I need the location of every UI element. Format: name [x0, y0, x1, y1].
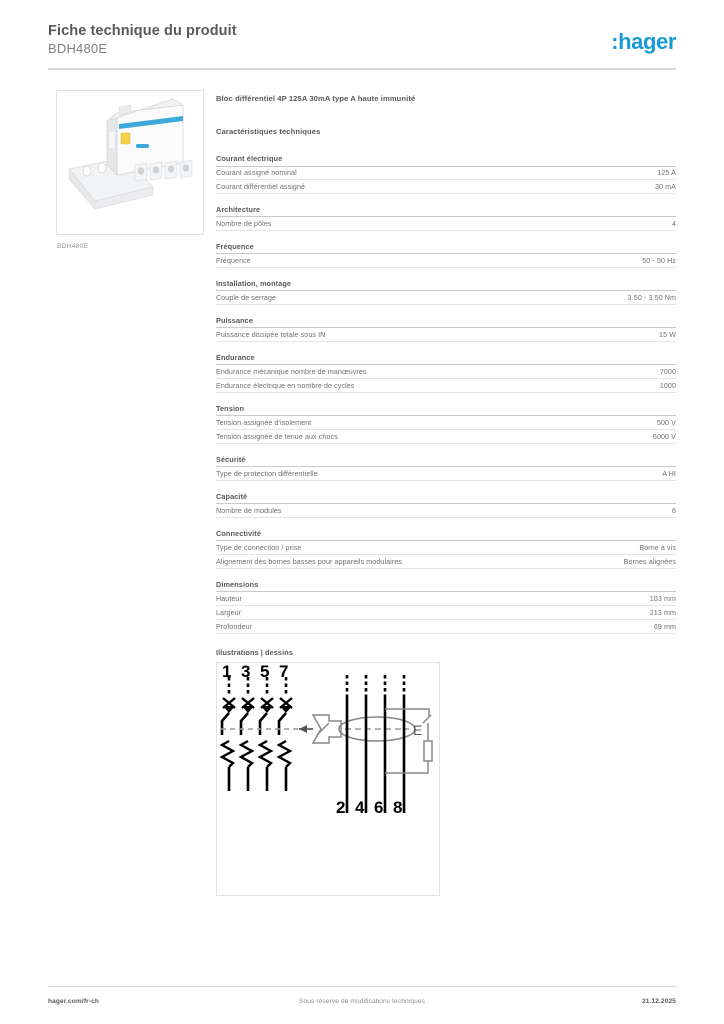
spec-group [216, 580, 676, 634]
footer-website[interactable]: hager.com/fr-ch [48, 998, 99, 1005]
spec-row [216, 365, 676, 379]
page-subtitle: BDH480E [48, 41, 108, 56]
terminal-label-in-1: 1 [222, 663, 232, 682]
spec-row [216, 430, 676, 444]
spec-group-heading: Sécurité [216, 455, 676, 468]
footer-divider [48, 986, 676, 987]
product-photo-illustration [57, 91, 204, 235]
spec-value: 125 A [657, 169, 676, 178]
terminal-label-out-4: 4 [355, 798, 365, 818]
spec-value: 213 mm [649, 608, 676, 617]
spec-label: Endurance mécanique nombre de manœuvres [216, 368, 367, 376]
header-divider [48, 68, 676, 70]
spec-row [216, 291, 676, 305]
spec-value: 500 V [656, 418, 676, 427]
spec-label: Tension assignée de tenue aux chocs [216, 432, 338, 441]
spec-table [216, 154, 676, 634]
spec-row [216, 180, 676, 194]
spec-group-heading: Endurance [216, 353, 676, 366]
spec-value: 50 - 50 Hz [642, 257, 676, 266]
terminal-label-out-6: 6 [374, 798, 384, 818]
spec-row [216, 504, 676, 518]
spec-group-heading: Dimensions [216, 580, 676, 593]
product-photo [56, 90, 204, 235]
main-content [216, 94, 676, 896]
spec-row [216, 541, 676, 555]
spec-group [216, 205, 676, 231]
spec-label: Largeur [216, 608, 242, 617]
spec-label: Hauteur [216, 594, 242, 603]
spec-group-heading: Tension [216, 404, 676, 417]
product-photo-caption: BDH480E [57, 243, 89, 250]
terminal-label-out-2: 2 [336, 798, 346, 818]
spec-value: 1000 [659, 381, 676, 390]
spec-row [216, 217, 676, 231]
spec-value: A HI [662, 469, 676, 478]
schematic-drawing [216, 662, 440, 896]
test-label: E [413, 722, 423, 739]
spec-label: Courant assigné nominal [216, 169, 297, 178]
spec-group-heading: Fréquence [216, 242, 676, 255]
spec-row [216, 167, 676, 181]
spec-group [216, 279, 676, 305]
spec-value: Bornes alignées [623, 557, 676, 566]
spec-group-heading: Courant électrique [216, 154, 676, 167]
spec-value: 30 mA [654, 183, 676, 192]
page-footer [48, 998, 676, 1012]
footer-date: 21.12.2025 [641, 998, 676, 1005]
footer-disclaimer: Sous réserve de modifications techniques [298, 998, 426, 1005]
spec-label: Nombre de modules [216, 506, 282, 515]
spec-value: 6 [671, 506, 676, 515]
spec-row [216, 467, 676, 481]
terminal-label-out-8: 8 [393, 798, 403, 818]
spec-row [216, 620, 676, 634]
spec-row [216, 254, 676, 268]
spec-group [216, 242, 676, 268]
page-title: Fiche technique du produit [48, 23, 237, 39]
spec-value: 6000 V [652, 432, 676, 441]
spec-label: Profondeur [216, 622, 253, 631]
spec-value: 103 mm [649, 594, 676, 603]
spec-group [216, 492, 676, 518]
spec-label: Alignement des bornes basses pour appareils modulaires [216, 557, 402, 566]
spec-value: 3.50 - 3.50 Nm [627, 294, 676, 303]
spec-row [216, 416, 676, 430]
spec-group-heading: Puissance [216, 316, 676, 329]
spec-group [216, 529, 676, 569]
spec-label: Fréquence [216, 257, 251, 266]
spec-label: Type de protection différentielle [216, 469, 318, 478]
terminal-label-in-3: 3 [241, 663, 251, 682]
spec-value: Borne à vis [639, 543, 676, 552]
spec-label: Type de connection / prise [216, 543, 302, 552]
spec-group-heading: Connectivité [216, 529, 676, 542]
spec-group [216, 154, 676, 194]
spec-group [216, 455, 676, 481]
spec-group-heading: Installation, montage [216, 279, 676, 292]
terminal-label-in-5: 5 [260, 663, 270, 682]
spec-row [216, 592, 676, 606]
spec-row [216, 606, 676, 620]
spec-value: 69 mm [653, 622, 676, 631]
spec-group-heading: Capacité [216, 492, 676, 505]
page-header [48, 22, 676, 68]
spec-group [216, 404, 676, 444]
spec-label: Puissance dissipée totale sous IN [216, 331, 326, 340]
spec-label: Tension assignée d'isolement [216, 418, 312, 427]
specs-heading: Caractéristiques techniques [216, 127, 321, 136]
spec-group [216, 353, 676, 393]
spec-label: Nombre de pôles [216, 220, 272, 229]
spec-label: Endurance électrique en nombre de cycles [216, 381, 355, 390]
spec-row [216, 555, 676, 569]
spec-value: 7000 [659, 368, 676, 376]
spec-label: Courant différentiel assigné [216, 183, 306, 192]
drawings-heading: Illustrations | dessins [216, 648, 293, 658]
spec-group [216, 316, 676, 342]
spec-value: 4 [671, 220, 676, 229]
circuit-schematic-svg [217, 663, 440, 896]
terminal-label-in-7: 7 [279, 663, 289, 682]
spec-value: 15 W [659, 331, 676, 340]
spec-group-heading: Architecture [216, 205, 676, 218]
spec-row [216, 328, 676, 342]
hager-logo: :hager [611, 29, 676, 54]
spec-row [216, 379, 676, 393]
spec-label: Couple de serrage [216, 294, 277, 303]
product-name: Bloc différentiel 4P 125A 30mA type A haute immunité [216, 94, 416, 103]
